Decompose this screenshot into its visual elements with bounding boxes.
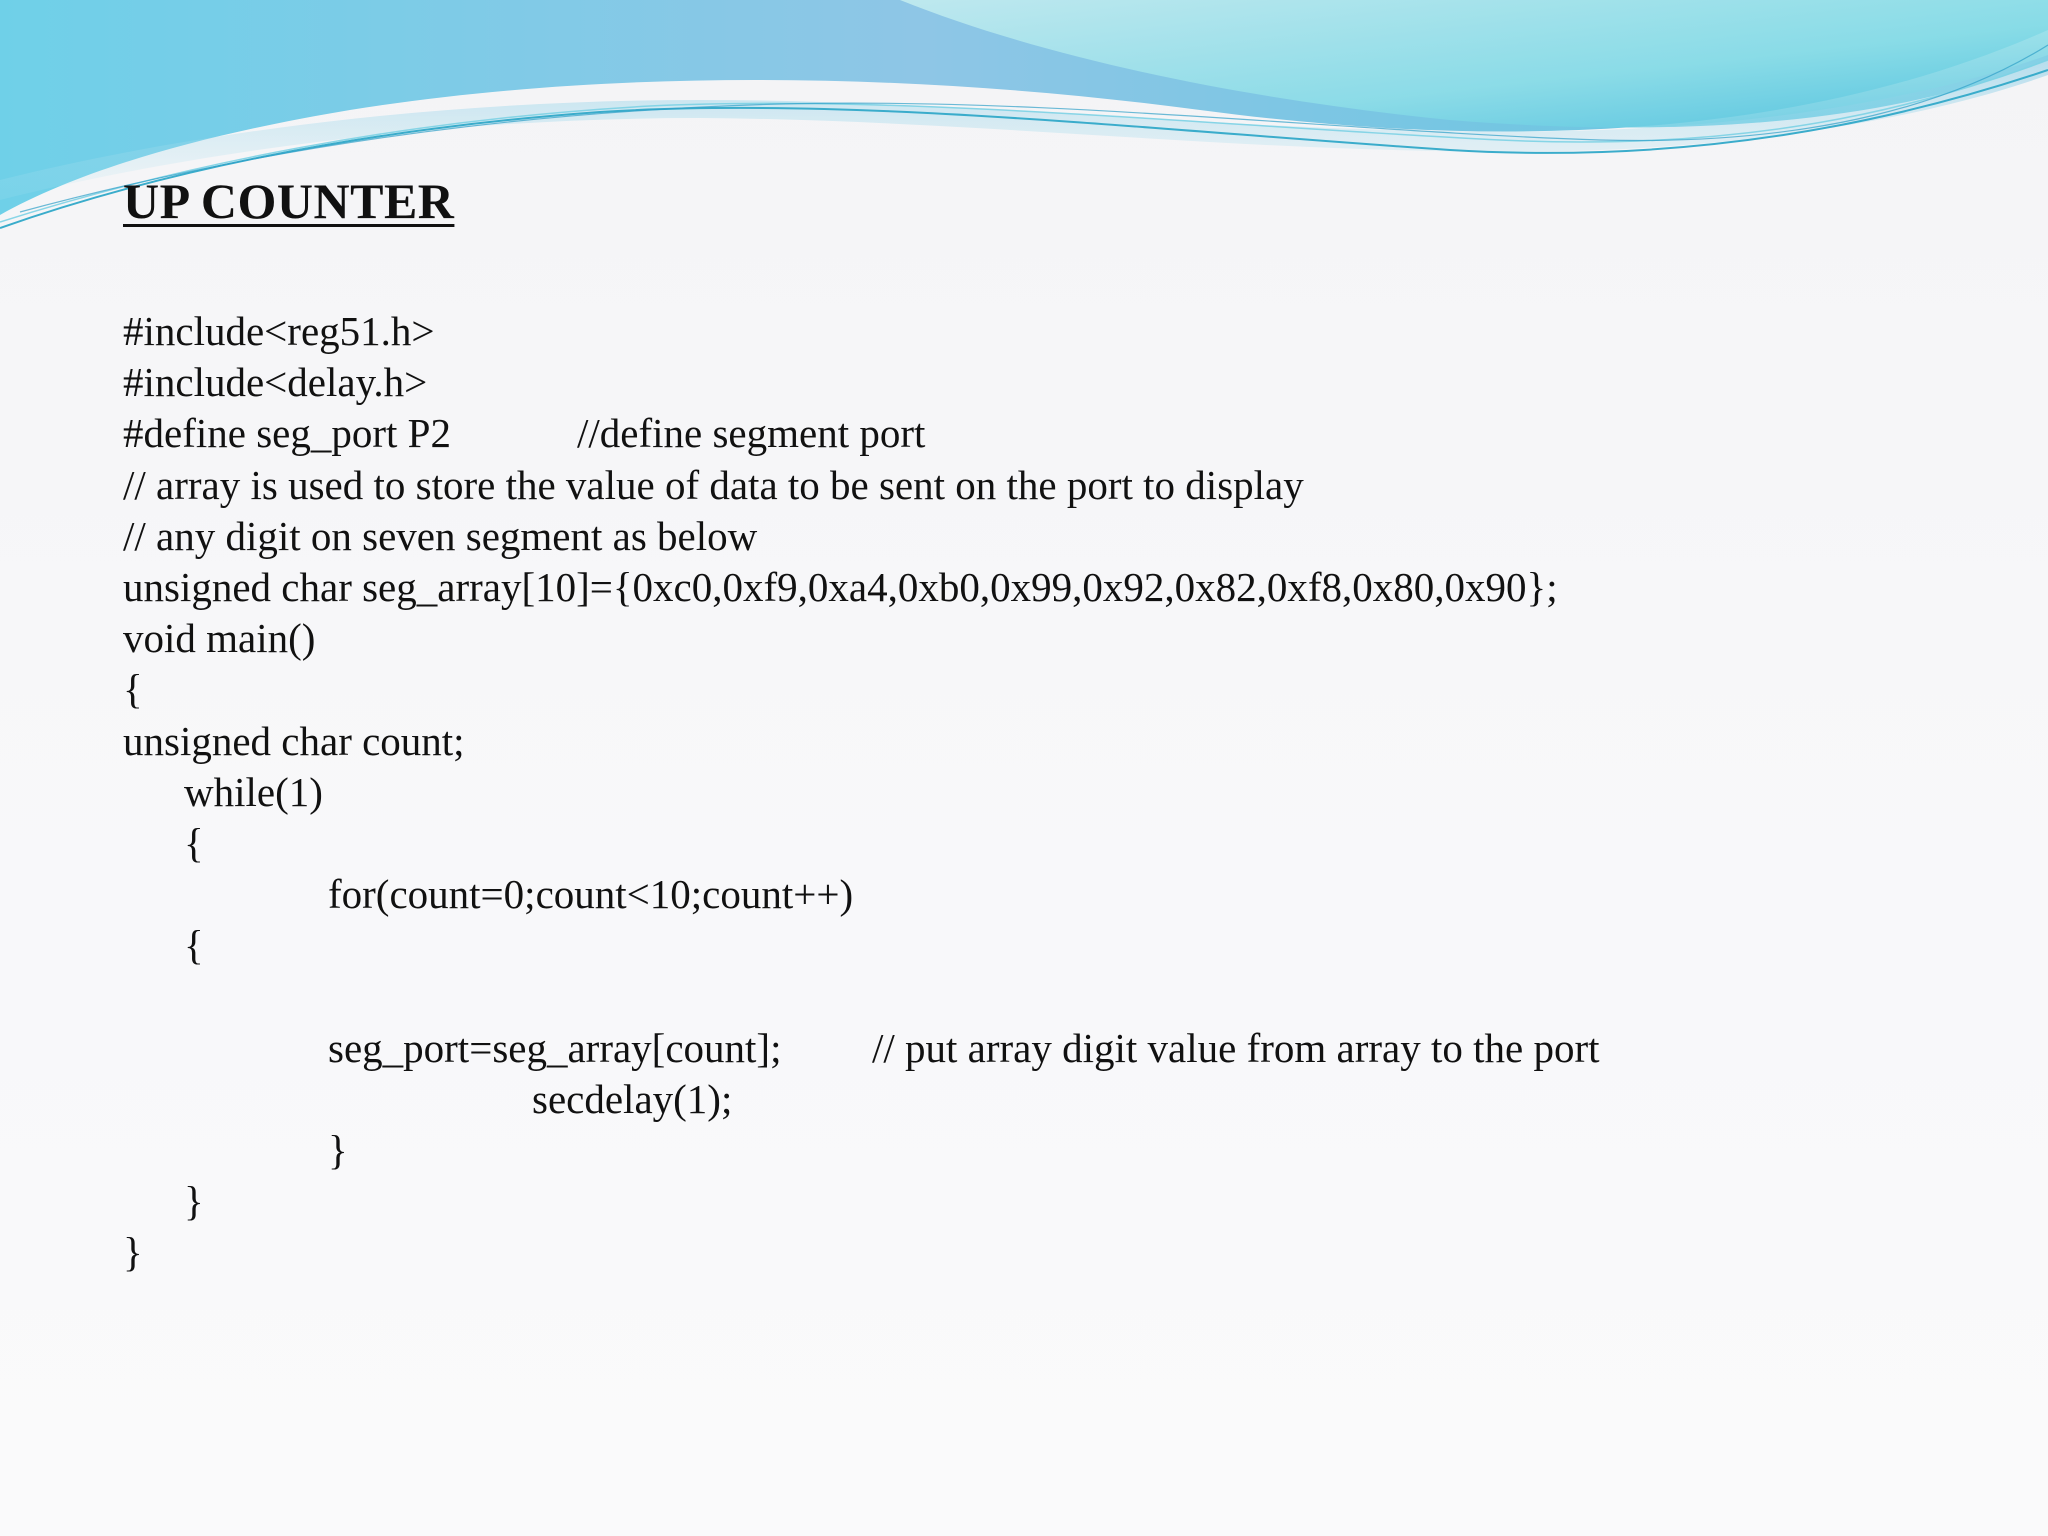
code-line — [123, 920, 2003, 971]
code-line — [123, 613, 2003, 664]
code-line — [123, 869, 2003, 920]
code-text: { — [184, 819, 204, 866]
slide-title: UP COUNTER — [123, 173, 455, 229]
code-text: for(count=0;count<10;count++) — [328, 871, 854, 918]
code-comment: //define segment port — [577, 410, 926, 457]
code-text: } — [328, 1127, 348, 1173]
code-text: unsigned char seg_array[10]={0xc0,0xf9,0xa4,0xb0,0x99,0x92,0x82,0xf8,0x80,0x90}; — [123, 563, 1558, 610]
code-line-blank — [123, 971, 2003, 1022]
code-text: #define seg_port P2 — [123, 410, 451, 457]
code-comment: // put array digit value from array to the port — [872, 1024, 1600, 1071]
code-text: #include<delay.h> — [123, 359, 428, 406]
code-text: { — [123, 666, 143, 713]
code-line — [123, 511, 2003, 562]
code-listing — [123, 306, 2003, 1279]
code-line — [123, 562, 2003, 613]
code-line — [123, 408, 2003, 459]
code-line — [123, 818, 2003, 869]
code-line — [123, 1176, 2003, 1227]
code-line — [123, 664, 2003, 715]
code-line — [123, 1023, 2003, 1074]
code-text: // any digit on seven segment as below — [123, 512, 758, 559]
code-line — [123, 357, 2003, 408]
code-line — [123, 1227, 2003, 1278]
code-text: unsigned char count; — [123, 717, 465, 764]
code-text: } — [123, 1229, 143, 1276]
code-text: } — [184, 1178, 204, 1225]
code-text: while(1) — [184, 768, 323, 815]
code-line — [123, 767, 2003, 818]
code-text: { — [184, 922, 204, 969]
code-line — [123, 1074, 2003, 1125]
code-line — [123, 716, 2003, 767]
code-line — [123, 306, 2003, 357]
code-line — [123, 460, 2003, 511]
code-text: secdelay(1); — [532, 1075, 733, 1122]
code-text: #include<reg51.h> — [123, 308, 435, 354]
code-text: void main() — [123, 615, 316, 662]
code-text: seg_port=seg_array[count]; — [328, 1024, 782, 1071]
code-line — [123, 1125, 2003, 1176]
code-text: // array is used to store the value of data to be sent on the port to display — [123, 461, 1304, 508]
